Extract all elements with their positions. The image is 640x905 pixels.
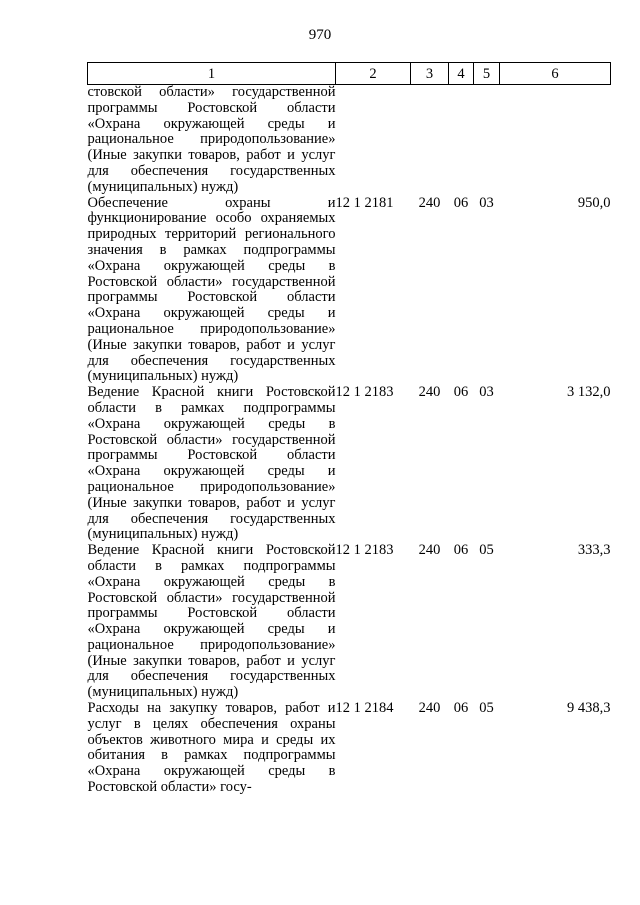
row-code: 12 1 2184 — [335, 700, 394, 717]
row-amount: 9 438,3 — [567, 700, 611, 717]
row-section: 06 — [453, 384, 469, 401]
row-code: 12 1 2183 — [335, 542, 394, 559]
row-amount: 333,3 — [577, 542, 611, 559]
table-header-row — [88, 63, 611, 85]
row-amount: 950,0 — [577, 194, 611, 211]
row-section: 06 — [453, 542, 469, 559]
row-expense-type: 240 — [418, 700, 441, 717]
page-number: 970 — [308, 27, 332, 43]
column-header-6: 6 — [500, 63, 611, 85]
budget-table — [87, 62, 611, 796]
table-row — [88, 385, 611, 543]
row-code: 12 1 2183 — [335, 384, 394, 401]
row-amount — [500, 85, 611, 196]
row-section: 06 — [453, 700, 469, 717]
table-row — [88, 543, 611, 701]
row-code: 12 1 2181 — [335, 194, 394, 211]
row-description: Обеспечение охраны и функционирование особо охраняемых природных территорий регионального значения в рамках подпрограммы «Охрана окружающей среды в Ростовской области» государственной программы Ростовской области «Охрана окружающей среды и рациональное природопользование» (Иные закупки товаров, работ и услуг для обеспечения государственных (муниципальных) нужд) — [87, 194, 336, 385]
row-amount: 3 132,0 — [567, 384, 611, 401]
row-description: Ведение Красной книги Ростовской области в рамках подпрограммы «Охрана окружающей среды в Ростовской области» государственной программы Ростовской области «Охрана окружающей среды и рациональное природопользование» (Иные закупки товаров, работ и услуг для обеспечения государственных (муниципальных) нужд) — [87, 542, 336, 701]
column-header-1: 1 — [88, 63, 336, 85]
column-header-3: 3 — [411, 63, 449, 85]
row-section: 06 — [453, 194, 469, 211]
row-subsection — [474, 85, 500, 196]
row-code — [336, 85, 411, 196]
row-expense-type: 240 — [418, 542, 441, 559]
column-header-5: 5 — [474, 63, 500, 85]
row-subsection: 03 — [479, 384, 494, 401]
column-header-2: 2 — [336, 63, 411, 85]
row-description: Расходы на закупку товаров, работ и услуг в целях обеспечения охраны объектов животного мира и среды их обитания в рамках подпрограммы «Охрана окружающей среды в Ростовской области» госу- — [87, 700, 336, 796]
row-expense-type: 240 — [418, 384, 441, 401]
row-expense-type — [411, 85, 449, 196]
table-row — [88, 701, 611, 796]
table-row — [88, 85, 611, 196]
table-row — [88, 196, 611, 386]
row-expense-type: 240 — [418, 194, 441, 211]
row-subsection: 05 — [479, 542, 494, 559]
column-header-4: 4 — [449, 63, 474, 85]
row-description: Ведение Красной книги Ростовской области в рамках подпрограммы «Охрана окружающей среды в Ростовской области» государственной программы Ростовской области «Охрана окружающей среды и рациональное природопользование» (Иные закупки товаров, работ и услуг для обеспечения государственных (муниципальных) нужд) — [87, 384, 336, 543]
row-description: стовской области» государственной программы Ростовской области «Охрана окружающей среды и рациональное природопользование» (Иные закупки товаров, работ и услуг для обеспечения государственных (муниципальных) нужд) — [87, 84, 336, 195]
row-subsection: 05 — [479, 700, 494, 717]
row-section — [449, 85, 474, 196]
row-subsection: 03 — [479, 194, 494, 211]
